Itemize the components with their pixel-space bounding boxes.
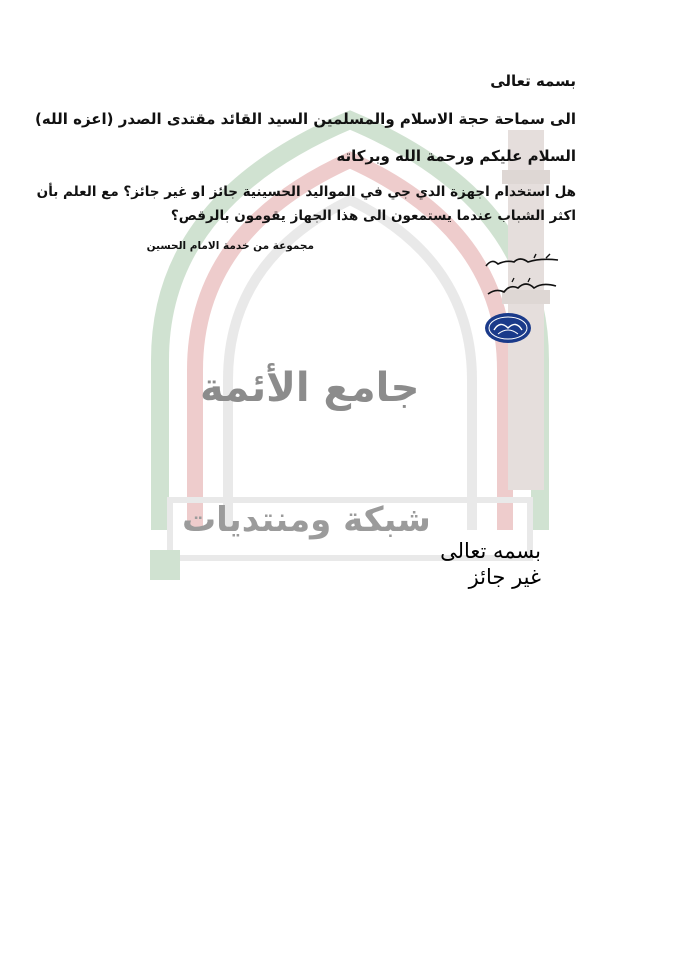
official-seal — [484, 312, 532, 344]
letter-greeting: السلام عليكم ورحمة الله وبركاته — [336, 147, 576, 165]
letter-basmala: بسمه تعالى — [490, 72, 576, 90]
watermark-center-text: جامع الأئمة — [200, 365, 420, 411]
watermark-banner-text: شبكة ومنتديات — [182, 500, 431, 540]
letter-sender: مجموعة من خدمة الامام الحسين — [146, 240, 314, 252]
letter-question-line2: اكثر الشباب عندما يستمعون الى هذا الجهاز يقومون بالرقص؟ — [170, 208, 576, 224]
handwritten-signature — [480, 248, 560, 308]
answer-basmala: بسمه تعالى — [440, 539, 541, 563]
answer-ruling: غير جائز — [468, 565, 541, 589]
letter-question-line1: هل استخدام اجهزة الدي جي في المواليد الحسينية جائز او غير جائز؟ مع العلم بأن — [36, 184, 576, 200]
letter-addressee: الى سماحة حجة الاسلام والمسلمين السيد القائد مقتدى الصدر (اعزه الله) — [35, 110, 576, 128]
